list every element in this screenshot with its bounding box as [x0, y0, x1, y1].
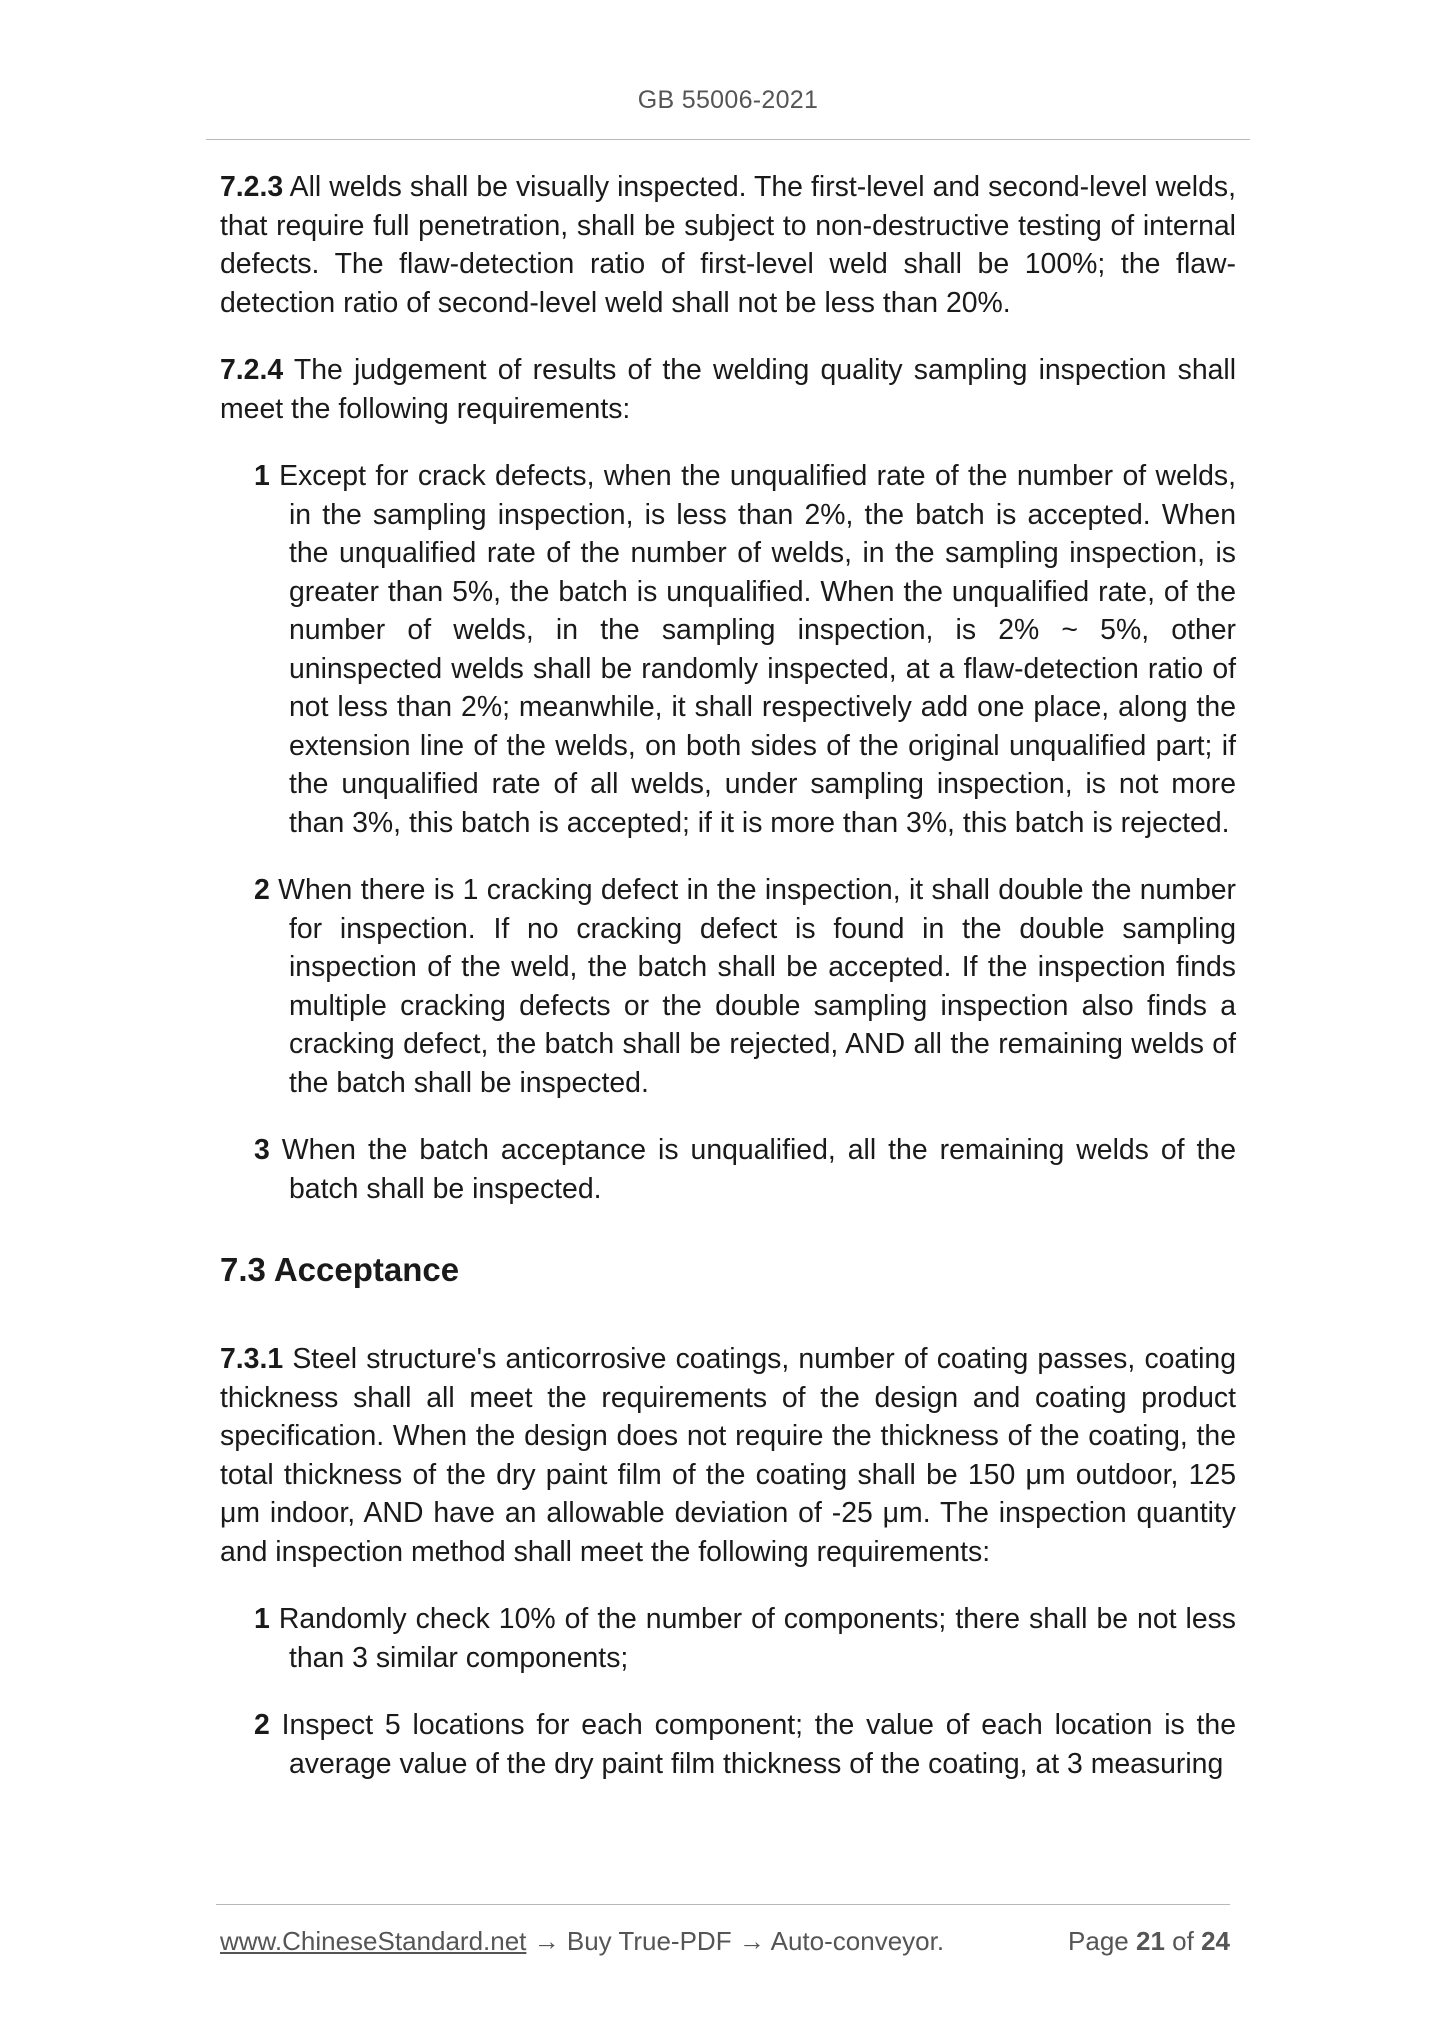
item-number: 1 — [254, 460, 270, 492]
item-text: Except for crack defects, when the unqualified rate of the number of welds, in the sampling inspection, is less than 2%, the batch is accepted. When the unqualified rate of the number of welds, in the sampling inspection, is greater than 5%, the batch is unqualified. When the unqualified rate, of the number of welds, in the sampling inspection, is 2% ~ 5%, other uninspected welds shall be randomly inspected, at a flaw-detection ratio of not less than 2%; meanwhile, it shall respectively add one place, along the extension line of the welds, on both sides of the original unqualified part; if the unqualified rate of all welds, under sampling inspection, is not more than 3%, this batch is accepted; if it is more than 3%, this batch is rejected. — [279, 460, 1236, 839]
clause-number: 7.2.3 — [220, 171, 284, 203]
item-text: Randomly check 10% of the number of components; there shall be not less than 3 similar components; — [278, 1603, 1236, 1674]
page-header: GB 55006-2021 — [637, 86, 819, 114]
clause-7-3-1 — [220, 1340, 1236, 1571]
footer-divider — [216, 1904, 1230, 1905]
item-text: When there is 1 cracking defect in the inspection, it shall double the number for inspection. If no cracking defect is found in the double sampling inspection of the weld, the batch shall be accepted. If the inspection finds multiple cracking defects or the double sampling inspection also finds a cracking defect, the batch shall be rejected, AND all the remaining welds of the batch shall be inspected. — [278, 874, 1236, 1099]
list-item — [254, 457, 1236, 842]
arrow-icon: → — [738, 1926, 765, 1956]
item-number: 2 — [254, 874, 270, 906]
list-item — [254, 1706, 1236, 1783]
page-total: 24 — [1201, 1926, 1230, 1956]
clause-7-2-4 — [220, 351, 1236, 428]
arrow-icon: → — [533, 1926, 560, 1956]
list-item — [254, 1600, 1236, 1677]
item-number: 2 — [254, 1709, 270, 1741]
item-text: Inspect 5 locations for each component; the value of each location is the average value of the dry paint film thickness of the coating, at 3 measuring — [281, 1709, 1236, 1780]
website-link[interactable]: www.ChineseStandard.net — [220, 1926, 527, 1956]
clause-text: The judgement of results of the welding quality sampling inspection shall meet the following requirements: — [220, 354, 1237, 425]
clause-number: 7.2.4 — [220, 354, 284, 386]
header-divider — [206, 139, 1250, 140]
document-body — [220, 168, 1236, 1812]
item-text: When the batch acceptance is unqualified, all the remaining welds of the batch shall be inspected. — [281, 1134, 1236, 1205]
clause-text: Steel structure's anticorrosive coatings, number of coating passes, coating thickness shall all meet the requirements of the design and coating product specification. When the design does not require the thickness of the coating, the total thickness of the dry paint film of the coating shall be 150 μm outdoor, 125 μm indoor, AND have an allowable deviation of -25 μm. The inspection quantity and inspection method shall meet the following requirements: — [220, 1343, 1236, 1568]
page-footer — [220, 1926, 1230, 1957]
section-heading: 7.3 Acceptance — [220, 1251, 460, 1288]
list-item — [254, 871, 1236, 1102]
list-item — [254, 1131, 1236, 1208]
buy-text: Buy True-PDF — [566, 1926, 732, 1956]
clause-text: All welds shall be visually inspected. The first-level and second-level welds, that require full penetration, shall be subject to non-destructive testing of internal defects. The flaw-detection ratio of first-level weld shall be 100%; the flaw-detection ratio of second-level weld shall not be less than 20%. — [220, 171, 1236, 319]
page-number — [1068, 1926, 1230, 1957]
clause-7-2-3 — [220, 168, 1236, 322]
page-label: Page — [1068, 1926, 1129, 1956]
item-number: 1 — [254, 1603, 270, 1635]
of-label: of — [1172, 1926, 1194, 1956]
clause-number: 7.3.1 — [220, 1343, 284, 1375]
item-number: 3 — [254, 1134, 270, 1166]
page-current: 21 — [1136, 1926, 1165, 1956]
auto-conveyor-text: Auto-conveyor. — [770, 1926, 945, 1956]
